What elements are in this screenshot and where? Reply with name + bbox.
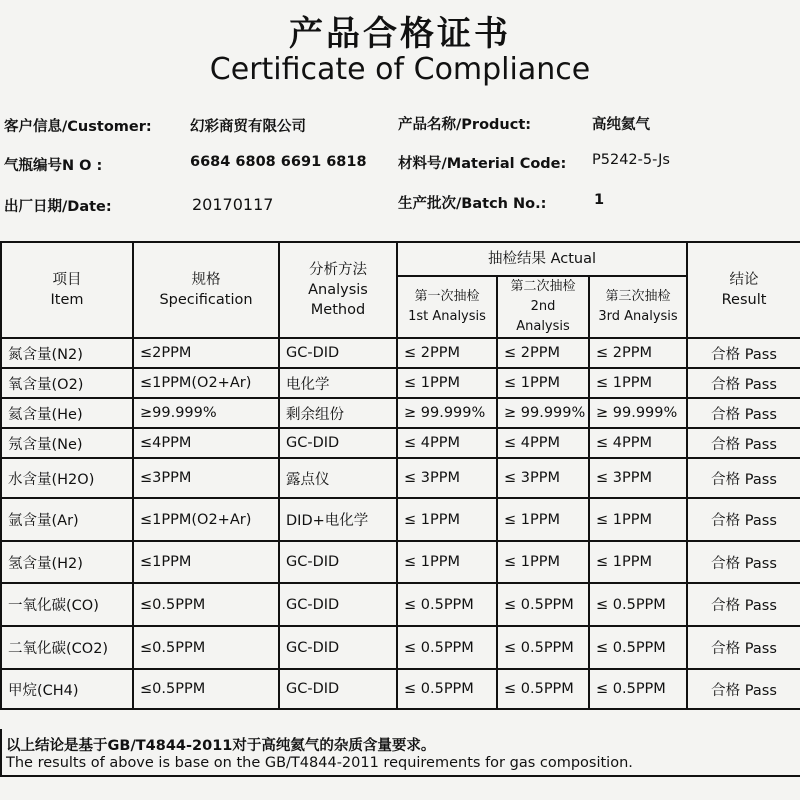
row-spec: ≤1PPM bbox=[133, 541, 279, 583]
row-third-analysis: ≤ 3PPM bbox=[589, 458, 687, 498]
header-item: 项目 Item bbox=[1, 242, 133, 338]
certificate-title-en: Certificate of Compliance bbox=[209, 52, 591, 87]
row-first-analysis: ≤ 4PPM bbox=[397, 428, 497, 458]
row-result: 合格 Pass bbox=[687, 368, 800, 398]
row-spec: ≤1PPM(O2+Ar) bbox=[133, 498, 279, 541]
row-item: 氮含量(N2) bbox=[1, 338, 133, 368]
date-value: 20170117 bbox=[192, 195, 274, 214]
row-result: 合格 Pass bbox=[687, 498, 800, 541]
row-second-analysis: ≤ 1PPM bbox=[497, 498, 589, 541]
header-result: 结论 Result bbox=[687, 242, 800, 338]
row-third-analysis: ≤ 4PPM bbox=[589, 428, 687, 458]
row-method: 露点仪 bbox=[279, 458, 397, 498]
row-result: 合格 Pass bbox=[687, 583, 800, 626]
row-third-analysis: ≤ 2PPM bbox=[589, 338, 687, 368]
header-actual: 抽检结果 Actual bbox=[397, 242, 687, 276]
row-second-analysis: ≤ 1PPM bbox=[497, 368, 589, 398]
row-method: 电化学 bbox=[279, 368, 397, 398]
table-row bbox=[1, 541, 800, 583]
batch-label: 生产批次/Batch No.: bbox=[398, 196, 547, 212]
row-item: 氦含量(He) bbox=[1, 398, 133, 428]
header-method: 分析方法 Analysis Method bbox=[279, 242, 397, 338]
table-row bbox=[1, 398, 800, 428]
row-first-analysis: ≤ 0.5PPM bbox=[397, 669, 497, 709]
row-spec: ≤0.5PPM bbox=[133, 626, 279, 669]
row-item: 水含量(H2O) bbox=[1, 458, 133, 498]
row-third-analysis: ≤ 0.5PPM bbox=[589, 626, 687, 669]
cylinder-label: 气瓶编号N O : bbox=[4, 158, 103, 174]
footer-note-en: The results of above is base on the GB/T4844-2011 requirements for gas composition. bbox=[6, 755, 633, 771]
row-spec: ≤2PPM bbox=[133, 338, 279, 368]
results-table bbox=[0, 241, 800, 710]
certificate-title-cn: 产品合格证书 bbox=[289, 14, 511, 54]
table-row bbox=[1, 498, 800, 541]
row-second-analysis: ≤ 0.5PPM bbox=[497, 669, 589, 709]
row-method: GC-DID bbox=[279, 428, 397, 458]
table-row bbox=[1, 669, 800, 709]
row-first-analysis: ≤ 1PPM bbox=[397, 541, 497, 583]
row-third-analysis: ≤ 0.5PPM bbox=[589, 583, 687, 626]
row-result: 合格 Pass bbox=[687, 541, 800, 583]
customer-label: 客户信息/Customer: bbox=[4, 119, 152, 135]
row-item: 氧含量(O2) bbox=[1, 368, 133, 398]
header-first-analysis: 第一次抽检 1st Analysis bbox=[397, 276, 497, 338]
row-result: 合格 Pass bbox=[687, 669, 800, 709]
row-item: 氩含量(Ar) bbox=[1, 498, 133, 541]
header-spec: 规格 Specification bbox=[133, 242, 279, 338]
header-third-analysis: 第三次抽检 3rd Analysis bbox=[589, 276, 687, 338]
material-value: P5242-5-Js bbox=[592, 152, 670, 168]
row-item: 氖含量(Ne) bbox=[1, 428, 133, 458]
row-spec: ≤0.5PPM bbox=[133, 669, 279, 709]
table-row bbox=[1, 368, 800, 398]
row-second-analysis: ≥ 99.999% bbox=[497, 398, 589, 428]
row-method: 剩余组份 bbox=[279, 398, 397, 428]
row-second-analysis: ≤ 4PPM bbox=[497, 428, 589, 458]
row-second-analysis: ≤ 0.5PPM bbox=[497, 626, 589, 669]
date-label: 出厂日期/Date: bbox=[4, 199, 112, 215]
row-third-analysis: ≤ 0.5PPM bbox=[589, 669, 687, 709]
row-third-analysis: ≤ 1PPM bbox=[589, 541, 687, 583]
row-first-analysis: ≤ 0.5PPM bbox=[397, 583, 497, 626]
row-third-analysis: ≤ 1PPM bbox=[589, 498, 687, 541]
row-result: 合格 Pass bbox=[687, 398, 800, 428]
row-method: GC-DID bbox=[279, 541, 397, 583]
row-item: 一氧化碳(CO) bbox=[1, 583, 133, 626]
footer-note-cn: 以上结论是基于GB/T4844-2011对于高纯氦气的杂质含量要求。 bbox=[6, 738, 436, 754]
row-spec: ≤0.5PPM bbox=[133, 583, 279, 626]
material-label: 材料号/Material Code: bbox=[398, 156, 567, 172]
row-spec: ≥99.999% bbox=[133, 398, 279, 428]
row-first-analysis: ≤ 1PPM bbox=[397, 498, 497, 541]
row-item: 氢含量(H2) bbox=[1, 541, 133, 583]
row-item: 二氧化碳(CO2) bbox=[1, 626, 133, 669]
product-value: 高纯氦气 bbox=[592, 117, 650, 133]
cylinder-value: 6684 6808 6691 6818 bbox=[190, 154, 367, 170]
row-second-analysis: ≤ 2PPM bbox=[497, 338, 589, 368]
row-method: GC-DID bbox=[279, 338, 397, 368]
customer-value: 幻彩商贸有限公司 bbox=[190, 119, 306, 135]
row-item: 甲烷(CH4) bbox=[1, 669, 133, 709]
row-method: GC-DID bbox=[279, 626, 397, 669]
row-third-analysis: ≥ 99.999% bbox=[589, 398, 687, 428]
row-first-analysis: ≥ 99.999% bbox=[397, 398, 497, 428]
table-row bbox=[1, 338, 800, 368]
row-result: 合格 Pass bbox=[687, 428, 800, 458]
row-first-analysis: ≤ 1PPM bbox=[397, 368, 497, 398]
product-label: 产品名称/Product: bbox=[398, 117, 532, 133]
row-second-analysis: ≤ 3PPM bbox=[497, 458, 589, 498]
row-first-analysis: ≤ 2PPM bbox=[397, 338, 497, 368]
table-row bbox=[1, 626, 800, 669]
table-row bbox=[1, 428, 800, 458]
row-second-analysis: ≤ 1PPM bbox=[497, 541, 589, 583]
row-spec: ≤3PPM bbox=[133, 458, 279, 498]
row-first-analysis: ≤ 3PPM bbox=[397, 458, 497, 498]
row-spec: ≤4PPM bbox=[133, 428, 279, 458]
row-first-analysis: ≤ 0.5PPM bbox=[397, 626, 497, 669]
header-second-analysis: 第二次抽检 2nd Analysis bbox=[497, 276, 589, 338]
row-result: 合格 Pass bbox=[687, 458, 800, 498]
row-second-analysis: ≤ 0.5PPM bbox=[497, 583, 589, 626]
row-result: 合格 Pass bbox=[687, 626, 800, 669]
row-spec: ≤1PPM(O2+Ar) bbox=[133, 368, 279, 398]
row-method: GC-DID bbox=[279, 583, 397, 626]
table-row bbox=[1, 583, 800, 626]
row-third-analysis: ≤ 1PPM bbox=[589, 368, 687, 398]
row-method: DID+电化学 bbox=[279, 498, 397, 541]
batch-value: 1 bbox=[594, 192, 605, 208]
row-result: 合格 Pass bbox=[687, 338, 800, 368]
row-method: GC-DID bbox=[279, 669, 397, 709]
table-row bbox=[1, 458, 800, 498]
